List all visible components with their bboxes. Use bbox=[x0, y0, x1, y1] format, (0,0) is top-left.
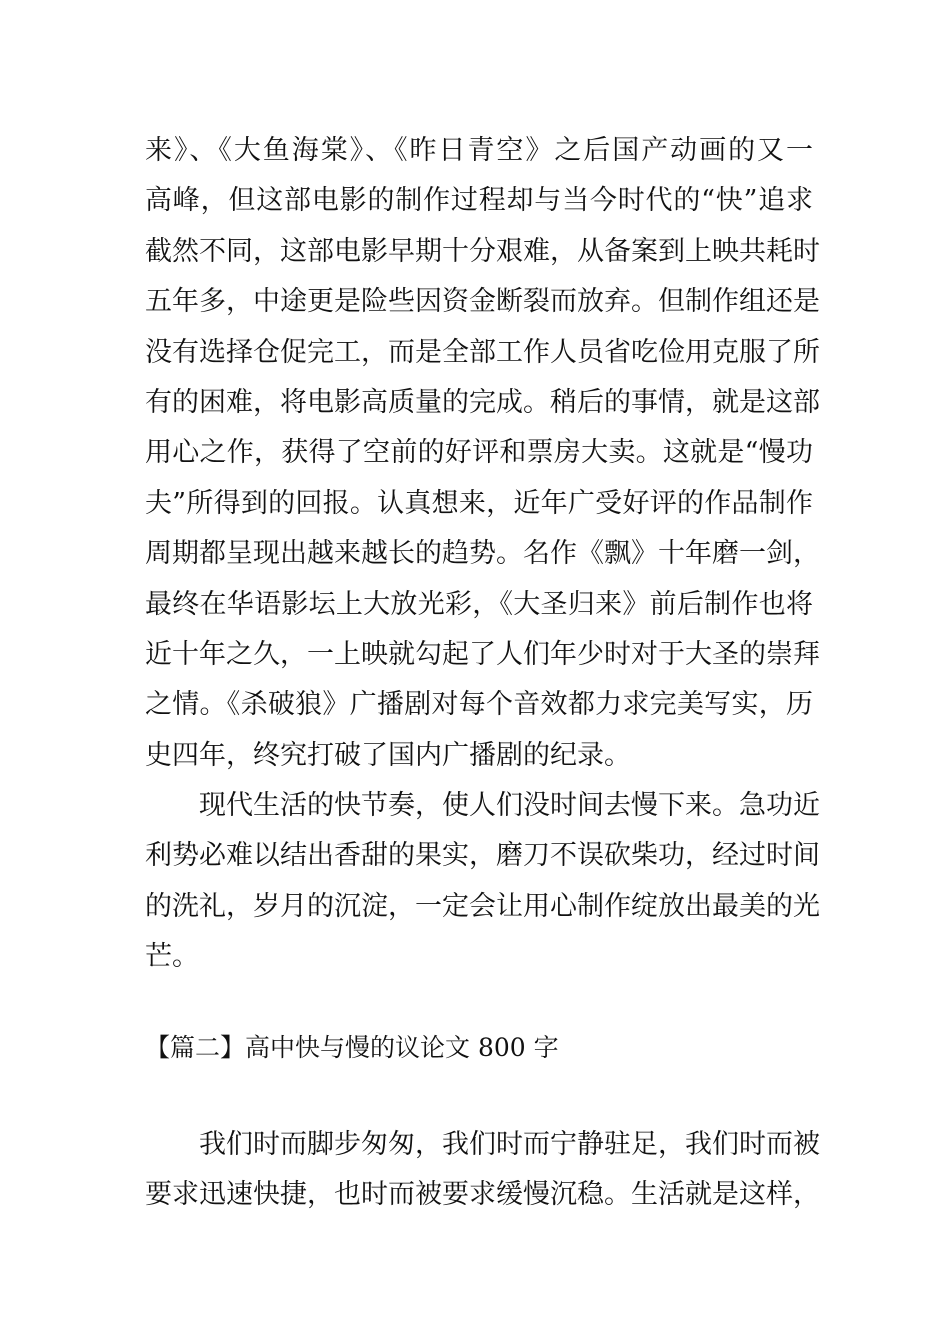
text-line: 用心之作，获得了空前的好评和票房大卖。这就是“慢功 bbox=[145, 437, 813, 469]
section-heading: 【篇二】高中快与慢的议论文 800 字 bbox=[145, 1033, 559, 1062]
text-line: 现代生活的快节奏，使人们没时间去慢下来。急功近 bbox=[199, 790, 820, 821]
text-line: 夫”所得到的回报。认真想来，近年广受好评的作品制作 bbox=[145, 487, 813, 519]
text-line: 史四年，终究打破了国内广播剧的纪录。 bbox=[145, 739, 631, 771]
text-line: 我们时而脚步匆匆，我们时而宁静驻足，我们时而被 bbox=[199, 1129, 820, 1160]
text-line: 周期都呈现出越来越长的趋势。名作《飘》十年磨一剑， bbox=[145, 538, 820, 570]
text-line: 最终在华语影坛上大放光彩，《大圣归来》前后制作也将 bbox=[145, 588, 813, 620]
text-line: 要求迅速快捷，也时而被要求缓慢沉稳。生活就是这样， bbox=[145, 1179, 820, 1211]
essay-body-paragraph-1 bbox=[145, 126, 820, 781]
text-line: 近十年之久，一上映就勾起了人们年少时对于大圣的崇拜 bbox=[145, 638, 820, 670]
text-line: 高峰，但这部电影的制作过程却与当今时代的“快”追求 bbox=[145, 185, 813, 217]
essay-body-paragraph-2 bbox=[145, 781, 820, 983]
text-line: 利势必难以结出香甜的果实，磨刀不误砍柴功，经过时间 bbox=[145, 840, 820, 872]
text-line: 之情。《杀破狼》广播剧对每个音效都力求完美写实，历 bbox=[145, 689, 813, 721]
essay-body-paragraph-3 bbox=[145, 1120, 820, 1221]
text-line: 芒。 bbox=[145, 941, 199, 973]
text-line: 来》、《大鱼海棠》、《昨日青空》之后国产动画的又一 bbox=[145, 135, 813, 166]
text-line: 的洗礼，岁月的沉淀，一定会让用心制作绽放出最美的光 bbox=[145, 890, 820, 922]
text-line: 截然不同，这部电影早期十分艰难，从备案到上映共耗时 bbox=[145, 235, 820, 267]
text-line: 没有选择仓促完工，而是全部工作人员省吃俭用克服了所 bbox=[145, 336, 820, 368]
text-line: 五年多，中途更是险些因资金断裂而放弃。但制作组还是 bbox=[145, 286, 820, 318]
text-line: 有的困难，将电影高质量的完成。稍后的事情，就是这部 bbox=[145, 386, 820, 418]
